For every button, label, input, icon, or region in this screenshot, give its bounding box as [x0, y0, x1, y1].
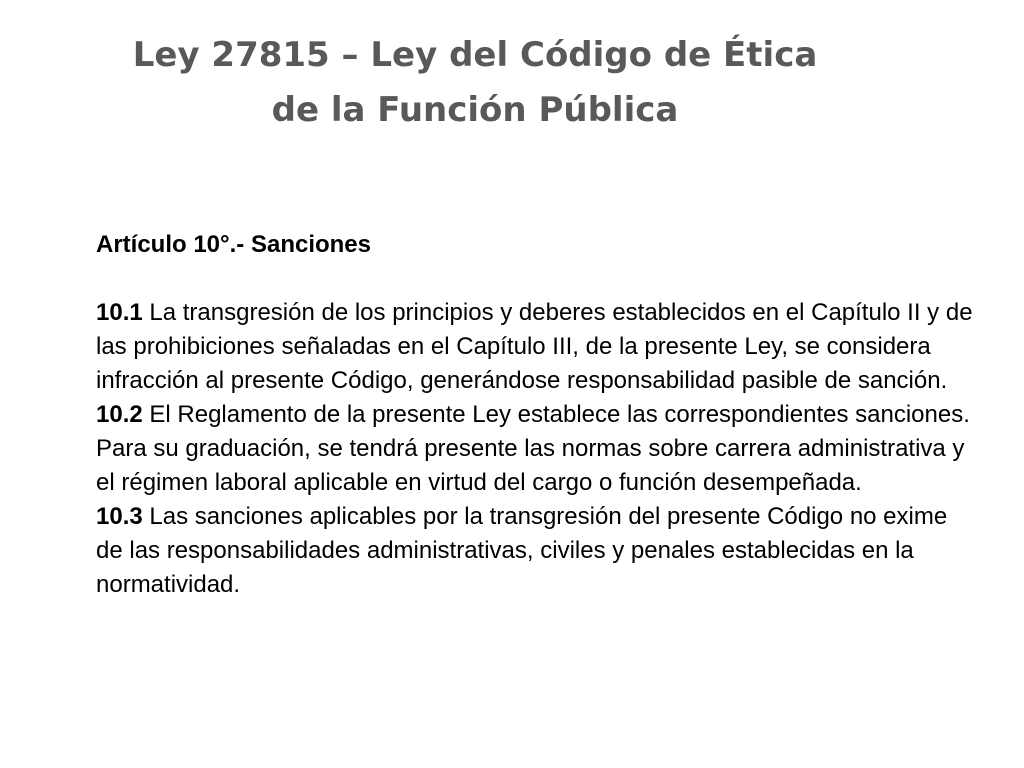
paragraph-number: 10.3	[96, 503, 143, 530]
paragraph-text: Las sanciones aplicables por la transgresión del presente Código no exime de las responsabilidades administrativas, civiles y penales establecidas en la normatividad.	[96, 503, 948, 598]
paragraph-number: 10.1	[96, 299, 143, 326]
title-line-2: de la Función Pública	[271, 90, 679, 130]
title-line-1: Ley 27815 – Ley del Código de Ética	[132, 35, 818, 75]
paragraph-number: 10.2	[96, 401, 143, 428]
paragraph-text: El Reglamento de la presente Ley establece las correspondientes sanciones. Para su graduación, se tendrá presente las normas sobre carrera administrativa y el régimen laboral aplicable en virtud del cargo o función desempeñada.	[96, 401, 970, 496]
article-heading: Artículo 10°.- Sanciones	[96, 231, 372, 258]
article-body	[96, 228, 976, 602]
paragraph-10-1	[96, 296, 976, 398]
paragraph-10-3	[96, 500, 976, 602]
paragraph-10-2	[96, 398, 976, 500]
slide-title	[80, 28, 870, 138]
paragraph-text: La transgresión de los principios y deberes establecidos en el Capítulo II y de las prohibiciones señaladas en el Capítulo III, de la presente Ley, se considera infracción al presente Código, generándose responsabilidad pasible de sanción.	[96, 299, 973, 394]
